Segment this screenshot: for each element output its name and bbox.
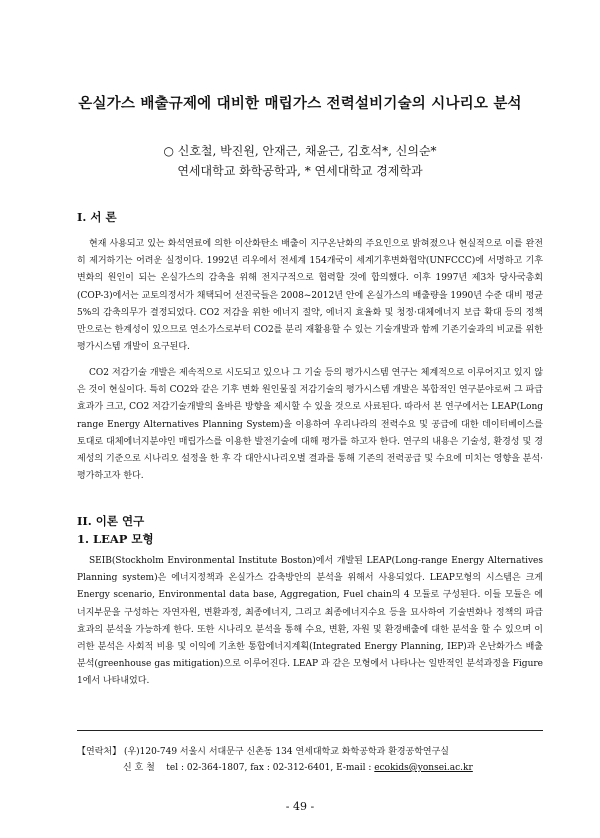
contact-name: 신 호 철 <box>123 763 155 773</box>
contact-details <box>77 760 543 776</box>
footer-divider <box>77 730 543 731</box>
contact-footer <box>77 744 543 776</box>
paper-title: 온실가스 배출규제에 대비한 매립가스 전력설비기술의 시나리오 분석 <box>78 95 522 112</box>
section-heading-theory: II. 이론 연구 <box>77 514 145 528</box>
contact-fax: fax : 02-312-6401, <box>250 763 334 773</box>
leap-paragraph-1: SEIB(Stockholm Environmental Institute Boston)에서 개발된 LEAP(Long-range Energy Alternatives Planning system)은 에너지정책과 온실가스 감축방안의 분석을 위해서 사용되었다. LEAP모형의 시스템은 크게 Energy scenario, Environmental data base, Aggregation, Fuel chain의 4 모듈로 구성된다. 이들 모듈은 에너지부문을 구성하는 자연자원, 변환과정, 최종에너지, 그리고 최종에너지수요 등을 묘사하여 기술변화나 정책의 파급효과의 분석을 가능하게 한다. 또한 시나리오 분석을 통해 수요, 변환, 자원 및 환경배출에 대한 분석을 할 수 있으며 이러한 분석은 사회적 비용 및 이익에 기초한 통합에너지계획(Integrated Energy Planning, IEP)과 온난화가스 배출분석(greenhouse gas mitigation)으로 이루어진다. LEAP 과 같은 모형에서 나타나는 일반적인 분석과정을 Figure 1에서 나타내었다. <box>77 556 543 687</box>
author-affiliations: 연세대학교 화학공학과, * 연세대학교 경제학과 <box>177 164 423 178</box>
intro-paragraph-1: 현재 사용되고 있는 화석연료에 의한 이산화탄소 배출이 지구온난화의 주요인으로 밝혀졌으나 현실적으로 이를 완전히 제거하기는 어려운 실정이다. 1992년 리우에서 전세계 154개국이 세계기후변화협약(UNFCCC)에 서명하고 기후변화의 원인이 되는 온실가스의 감축을 위해 전지구적으로 협력할 것에 합의했다. 이후 1997년 제3차 당사국총회(COP-3)에서는 교토의정서가 채택되어 선진국들은 2008~2012년 안에 온실가스의 배출량을 1990년 수준 대비 평균 5%의 감축의무가 결정되었다. CO2 저감을 위한 에너지 절약, 에너지 효율화 및 청정·대체에너지 보급 확대 등의 정책만으로는 한계성이 있으므로 연소가스로부터 CO2를 분리 재활용할 수 있는 기술개발과 함께 기존기술과의 비교를 위한 평가시스템 개발이 요구된다. <box>77 239 543 353</box>
section-heading-introduction: I. 서 론 <box>77 210 117 224</box>
contact-email-link[interactable]: ecokids@yonsei.ac.kr <box>374 763 473 773</box>
author-block <box>0 141 600 181</box>
intro-paragraph-2: CO2 저감기술 개발은 제속적으로 시도되고 있으나 그 기술 등의 평가시스템 연구는 체계적으로 이루어지고 있지 않은 것이 현실이다. 특히 CO2와 같은 기후 변화 원인물질 저감기술의 평가시스템 개발은 복합적인 연구분야로써 그 파급효과가 크고, CO2 저감기술개발의 올바른 방향을 제시할 수 있을 것으로 사료된다. 따라서 본 연구에서는 LEAP(Long range Energy Alternatives Planning System)을 이용하여 우리나라의 전력수요 및 공급에 대한 데이터베이스를 토대로 대체에너지분야인 매립가스를 이용한 발전기술에 대해 평가를 하고자 한다. 연구의 내용은 기술성, 환경성 및 경제성의 기준으로 시나리오 설정을 한 후 각 대안시나리오별 결과를 통해 기존의 전력공급 및 수요에 미치는 영향을 분석·평가하고자 한다. <box>77 368 543 482</box>
contact-email-label: E-mail : <box>336 763 372 773</box>
page-number: - 49 - <box>285 800 315 813</box>
subsection-heading-leap: 1. LEAP 모형 <box>77 532 154 546</box>
author-names: ○ 신호철, 박진원, 안재근, 채윤근, 김호석*, 신의순* <box>163 144 437 158</box>
contact-tel: tel : 02-364-1807, <box>166 763 248 773</box>
contact-address: 【연락처】 (우)120-749 서울시 서대문구 신촌동 134 연세대학교 화학공학과 환경공학연구실 <box>77 747 450 757</box>
